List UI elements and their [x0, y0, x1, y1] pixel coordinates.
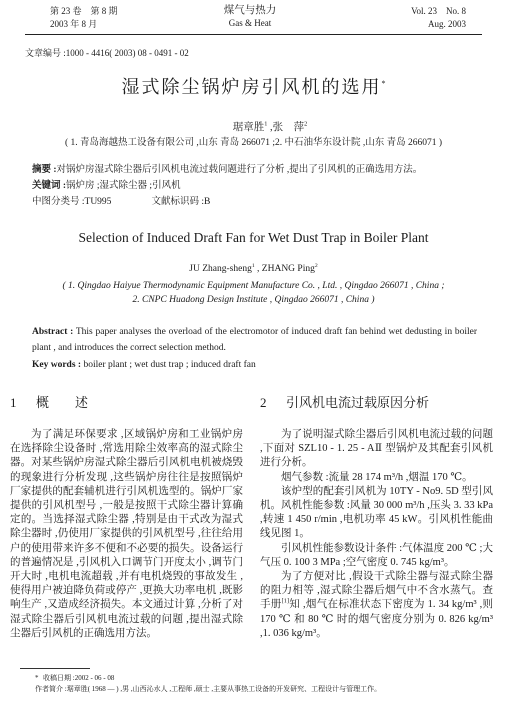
paragraph-text: 为了方便对比 ,假设干式除尘器与湿式除尘器的阻力相等 ,湿式除尘器后烟气中不含水蒸气。查手册 — [260, 571, 493, 611]
clc-code: TU995 — [84, 197, 112, 207]
footnote-author-bio: 作者简介 :琚章胜( 1968 — ) ,男 ,山西沁水人 ,工程师 ,硕士 ,主要从事热工设备的开发研究、工程设计与管理工作。 — [35, 685, 382, 693]
affiliation-cn: ( 1. 青岛海越热工设备有限公司 ,山东 青岛 266071 ;2. 中石油华东设计院 ,山东 青岛 266071 ) — [64, 138, 443, 148]
body-column-right — [260, 428, 493, 641]
keywords-en-text: boiler plant ; wet dust trap ; induced draft fan — [83, 360, 256, 370]
body-paragraph: 引风机性能参数设计条件 :气体温度 200 ℃ ;大气压 0. 100 3 MPa ;空气密度 0. 745 kg/m³。 — [260, 542, 493, 568]
classification-line — [32, 195, 477, 209]
journal-name-en: Gas & Heat — [228, 18, 272, 28]
body-paragraph: 为了满足环保要求 ,区域锅炉房和工业锅炉房在选择除尘设备时 ,常选用除尘效率高的湿式除尘器。对某些锅炉房湿式除尘器后引风机电机被烧毁的现象进行分析发现 ,这些锅炉房往往是按照锅炉厂家提供的配套辅机进行引风机选型的。锅炉厂家提供的引风机型号 ,一般是按照干式除尘器计算确定的。当选择湿式除尘器 ,特别是由干式改为湿式除尘器时 ,仍使用厂家提供的引风机型号 ,往往给用户的使用带来许多不便和不必要的损失。设备运行的普遍情况是 ,引风机入口调节门开度太小 ,调节门开大时 ,电机电流超载 ,并有电机烧毁的事故发生 ,使得用户被迫降负荷或停产 ,更换大功率电机 ,既影响生产 ,又造成经济损失。本文通过计算 ,分析了对湿式除尘器后引风机电流过载的问题 ,提出湿式除尘器后引风机的正确选用方法。 — [10, 429, 243, 639]
author-separator: , — [267, 122, 273, 133]
abstract-cn-text: 对锅炉房湿式除尘器后引风机电流过载问题进行了分析 ,提出了引风机的正确选用方法。 — [56, 165, 423, 175]
affiliation-en-line: ( 1. Qingdao Haiyue Thermodynamic Equipment Manufacture Co. , Ltd. , Qingdao 266071 , China ; — [62, 281, 445, 291]
clc-label: 中图分类号 : — [32, 197, 85, 207]
author-cn-name: 张 萍 — [272, 122, 305, 133]
keywords-cn-text: 锅炉房 ;湿式除尘器 ;引风机 — [66, 181, 181, 191]
author-separator: , — [254, 264, 262, 274]
abstract-en-label: Abstract : — [32, 327, 74, 337]
received-date: 收稿日期 :2002 - 06 - 08 — [43, 674, 115, 682]
abstract-cn — [32, 163, 477, 177]
author-en-affil-mark: 1 — [251, 262, 255, 269]
body-column-left — [10, 428, 243, 641]
footnote — [35, 673, 487, 695]
reference-citation: [1] — [281, 597, 289, 605]
keywords-en-label: Key words : — [32, 360, 82, 370]
header-volume: 第 23 卷 第 8 期 — [50, 6, 118, 16]
doc-code: B — [203, 197, 211, 207]
header-journal-name — [190, 4, 310, 30]
affiliation-en — [10, 279, 497, 307]
author-cn-affil-mark: 2 — [304, 120, 308, 128]
authors-en — [0, 263, 507, 276]
body-paragraph: 为了说明湿式除尘器后引风机电流过载的问题 ,下面对 SZL10 - 1. 25 - AⅡ 型锅炉及其配套引风机进行分析。 — [260, 429, 493, 469]
author-cn-name: 琚章胜 — [232, 122, 265, 133]
journal-name-cn: 煤气与热力 — [223, 5, 277, 16]
abstract-en — [32, 324, 477, 356]
section-title: 引风机电流过载原因分析 — [286, 395, 430, 410]
section-heading — [260, 394, 429, 412]
abstract-cn-label: 摘要 : — [32, 165, 57, 175]
header-volume-en — [411, 5, 466, 31]
section-number: 1 — [10, 395, 17, 410]
footnote-received — [35, 673, 487, 684]
paragraph-text: 知 ,烟气在标准状态下密度为 1. 34 kg/m³ ,则 170 ℃ 和 80 ℃ 时的烟气密度分别为 0. 826 kg/m³ ,1. 036 kg/m³。 — [260, 599, 494, 639]
author-en-name: ZHANG Ping — [261, 264, 315, 274]
title-cn — [0, 75, 507, 99]
author-en-affil-mark: 2 — [314, 262, 318, 269]
body-paragraph — [260, 570, 493, 641]
header-date-cn: 2003 年 8 月 — [50, 19, 98, 29]
keywords-cn — [32, 179, 477, 193]
title-en: Selection of Induced Draft Fan for Wet Dust Trap in Boiler Plant — [78, 230, 429, 245]
section-title: 概 述 — [36, 395, 89, 410]
affiliation-en-line: 2. CNPC Huadong Design Institute , Qingdao 266071 , China ) — [132, 295, 375, 305]
body-paragraph: 该炉型的配套引风机为 10TY - No9. 5D 型引风机。风机性能参数 :风量 30 000 m³/h ,压头 3. 33 kPa ,转速 1 450 r/min ,电机功率 45 kW。引风机性能曲线见图 1。 — [260, 485, 493, 540]
keywords-cn-label: 关键词 : — [32, 181, 67, 191]
title-cn-text: 湿式除尘锅炉房引风机的选用 — [121, 77, 382, 97]
header-vol-no: Vol. 23 No. 8 — [411, 6, 466, 16]
author-cn-affil-mark: 1 — [264, 120, 268, 128]
doc-code-label: 文献标识码 : — [151, 197, 204, 207]
section-heading — [10, 394, 88, 412]
body-paragraph: 烟气参数 :流量 28 174 m³/h ,烟温 170 ℃。 — [281, 471, 473, 483]
authors-cn — [190, 121, 350, 135]
abstract-en-text: This paper analyses the overload of the electromotor of induced draft fan behind wet dedusting in boiler plant , and introduces the correct selection method. — [32, 327, 477, 353]
header-date-en: Aug. 2003 — [428, 19, 466, 29]
header-rule — [25, 34, 482, 35]
article-number: 文章编号 :1000 - 4416( 2003) 08 - 0491 - 02 — [25, 48, 189, 58]
title-footnote-mark: * — [381, 79, 386, 88]
keywords-en — [32, 358, 477, 372]
header-volume-issue — [50, 5, 118, 31]
author-en-name: JU Zhang-sheng — [189, 264, 252, 274]
footnote-rule — [20, 668, 90, 669]
section-number: 2 — [260, 395, 267, 410]
footnote-mark: * — [35, 674, 39, 682]
